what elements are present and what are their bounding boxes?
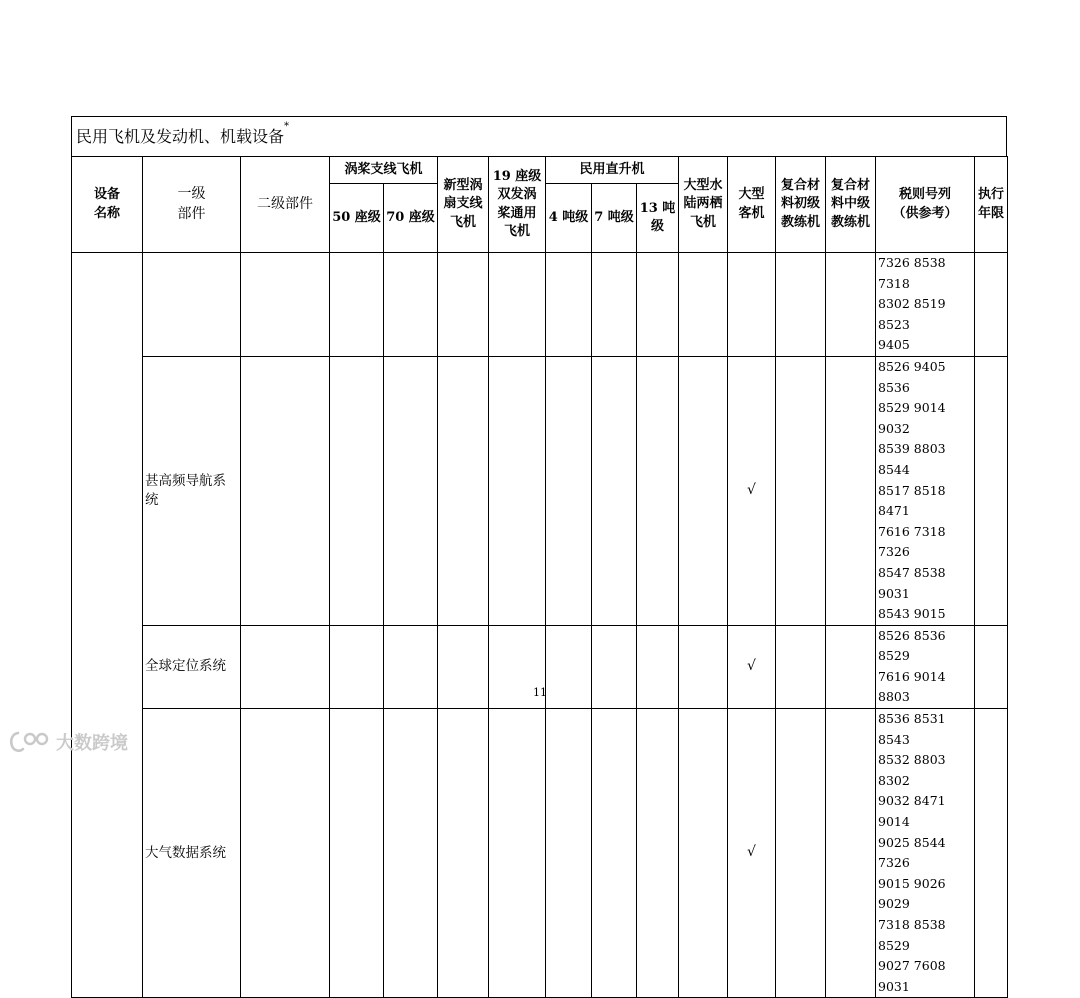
page-number: 11 bbox=[533, 686, 547, 699]
level1-cell: 甚高频导航系 统 bbox=[143, 356, 241, 625]
equipment-table bbox=[71, 156, 1008, 998]
tariff-codes-cell: 8536 8531 8543 8532 8803 8302 9032 8471 9014 9025 8544 7326 9015 9026 9029 7318 8538 8529 9027 7608 9031 bbox=[876, 709, 975, 998]
header-19-seat-utility: 19 座级 双发涡 桨通用 飞机 bbox=[489, 157, 546, 253]
airliner-check bbox=[728, 253, 776, 357]
header-70-seat: 70 座级 bbox=[384, 184, 438, 253]
header-13-ton: 13 吨 级 bbox=[637, 184, 679, 253]
airliner-check: √ bbox=[728, 356, 776, 625]
header-large-airliner: 大型 客机 bbox=[728, 157, 776, 253]
header-turbofan-regional: 新型涡 扇支线 飞机 bbox=[438, 157, 489, 253]
header-composite-primary-trainer: 复合材 料初级 教练机 bbox=[776, 157, 826, 253]
header-4-ton: 4 吨级 bbox=[546, 184, 592, 253]
header-7-ton: 7 吨级 bbox=[592, 184, 637, 253]
header-large-amphibian: 大型水 陆两栖 飞机 bbox=[679, 157, 728, 253]
header-level2-component: 二级部件 bbox=[241, 157, 330, 253]
header-civil-helicopter: 民用直升机 bbox=[546, 157, 679, 184]
section-title: 民用飞机及发动机、机载设备* bbox=[71, 116, 1007, 157]
watermark-logo-icon bbox=[8, 730, 52, 754]
tariff-codes-cell: 8526 8536 8529 7616 9014 8803 bbox=[876, 625, 975, 708]
airliner-check: √ bbox=[728, 709, 776, 998]
level1-cell: 大气数据系统 bbox=[143, 709, 241, 998]
level1-cell: 全球定位系统 bbox=[143, 625, 241, 708]
title-footnote-mark: * bbox=[284, 121, 290, 132]
header-implementation-years: 执行 年限 bbox=[975, 157, 1008, 253]
header-turboprop-regional: 涡桨支线飞机 bbox=[330, 157, 438, 184]
watermark-text: 大数跨境 bbox=[56, 733, 128, 754]
tariff-codes-cell: 8526 9405 8536 8529 9014 9032 8539 8803 8544 8517 8518 8471 7616 7318 7326 8547 8538 9031 8543 9015 bbox=[876, 356, 975, 625]
header-tariff-codes: 税则号列 （供参考） bbox=[876, 157, 975, 253]
level1-cell bbox=[143, 253, 241, 357]
header-composite-intermediate-trainer: 复合材 料中级 教练机 bbox=[826, 157, 876, 253]
table-row bbox=[72, 253, 1008, 357]
table-row bbox=[72, 709, 1008, 998]
tariff-codes-cell: 7326 8538 7318 8302 8519 8523 9405 bbox=[876, 253, 975, 357]
equipment-name-cell bbox=[72, 253, 143, 998]
airliner-check: √ bbox=[728, 625, 776, 708]
header-equipment-name: 设备 名称 bbox=[72, 157, 143, 253]
watermark bbox=[8, 729, 128, 755]
header-50-seat: 50 座级 bbox=[330, 184, 384, 253]
table-row bbox=[72, 356, 1008, 625]
header-level1-component: 一级 部件 bbox=[143, 157, 241, 253]
